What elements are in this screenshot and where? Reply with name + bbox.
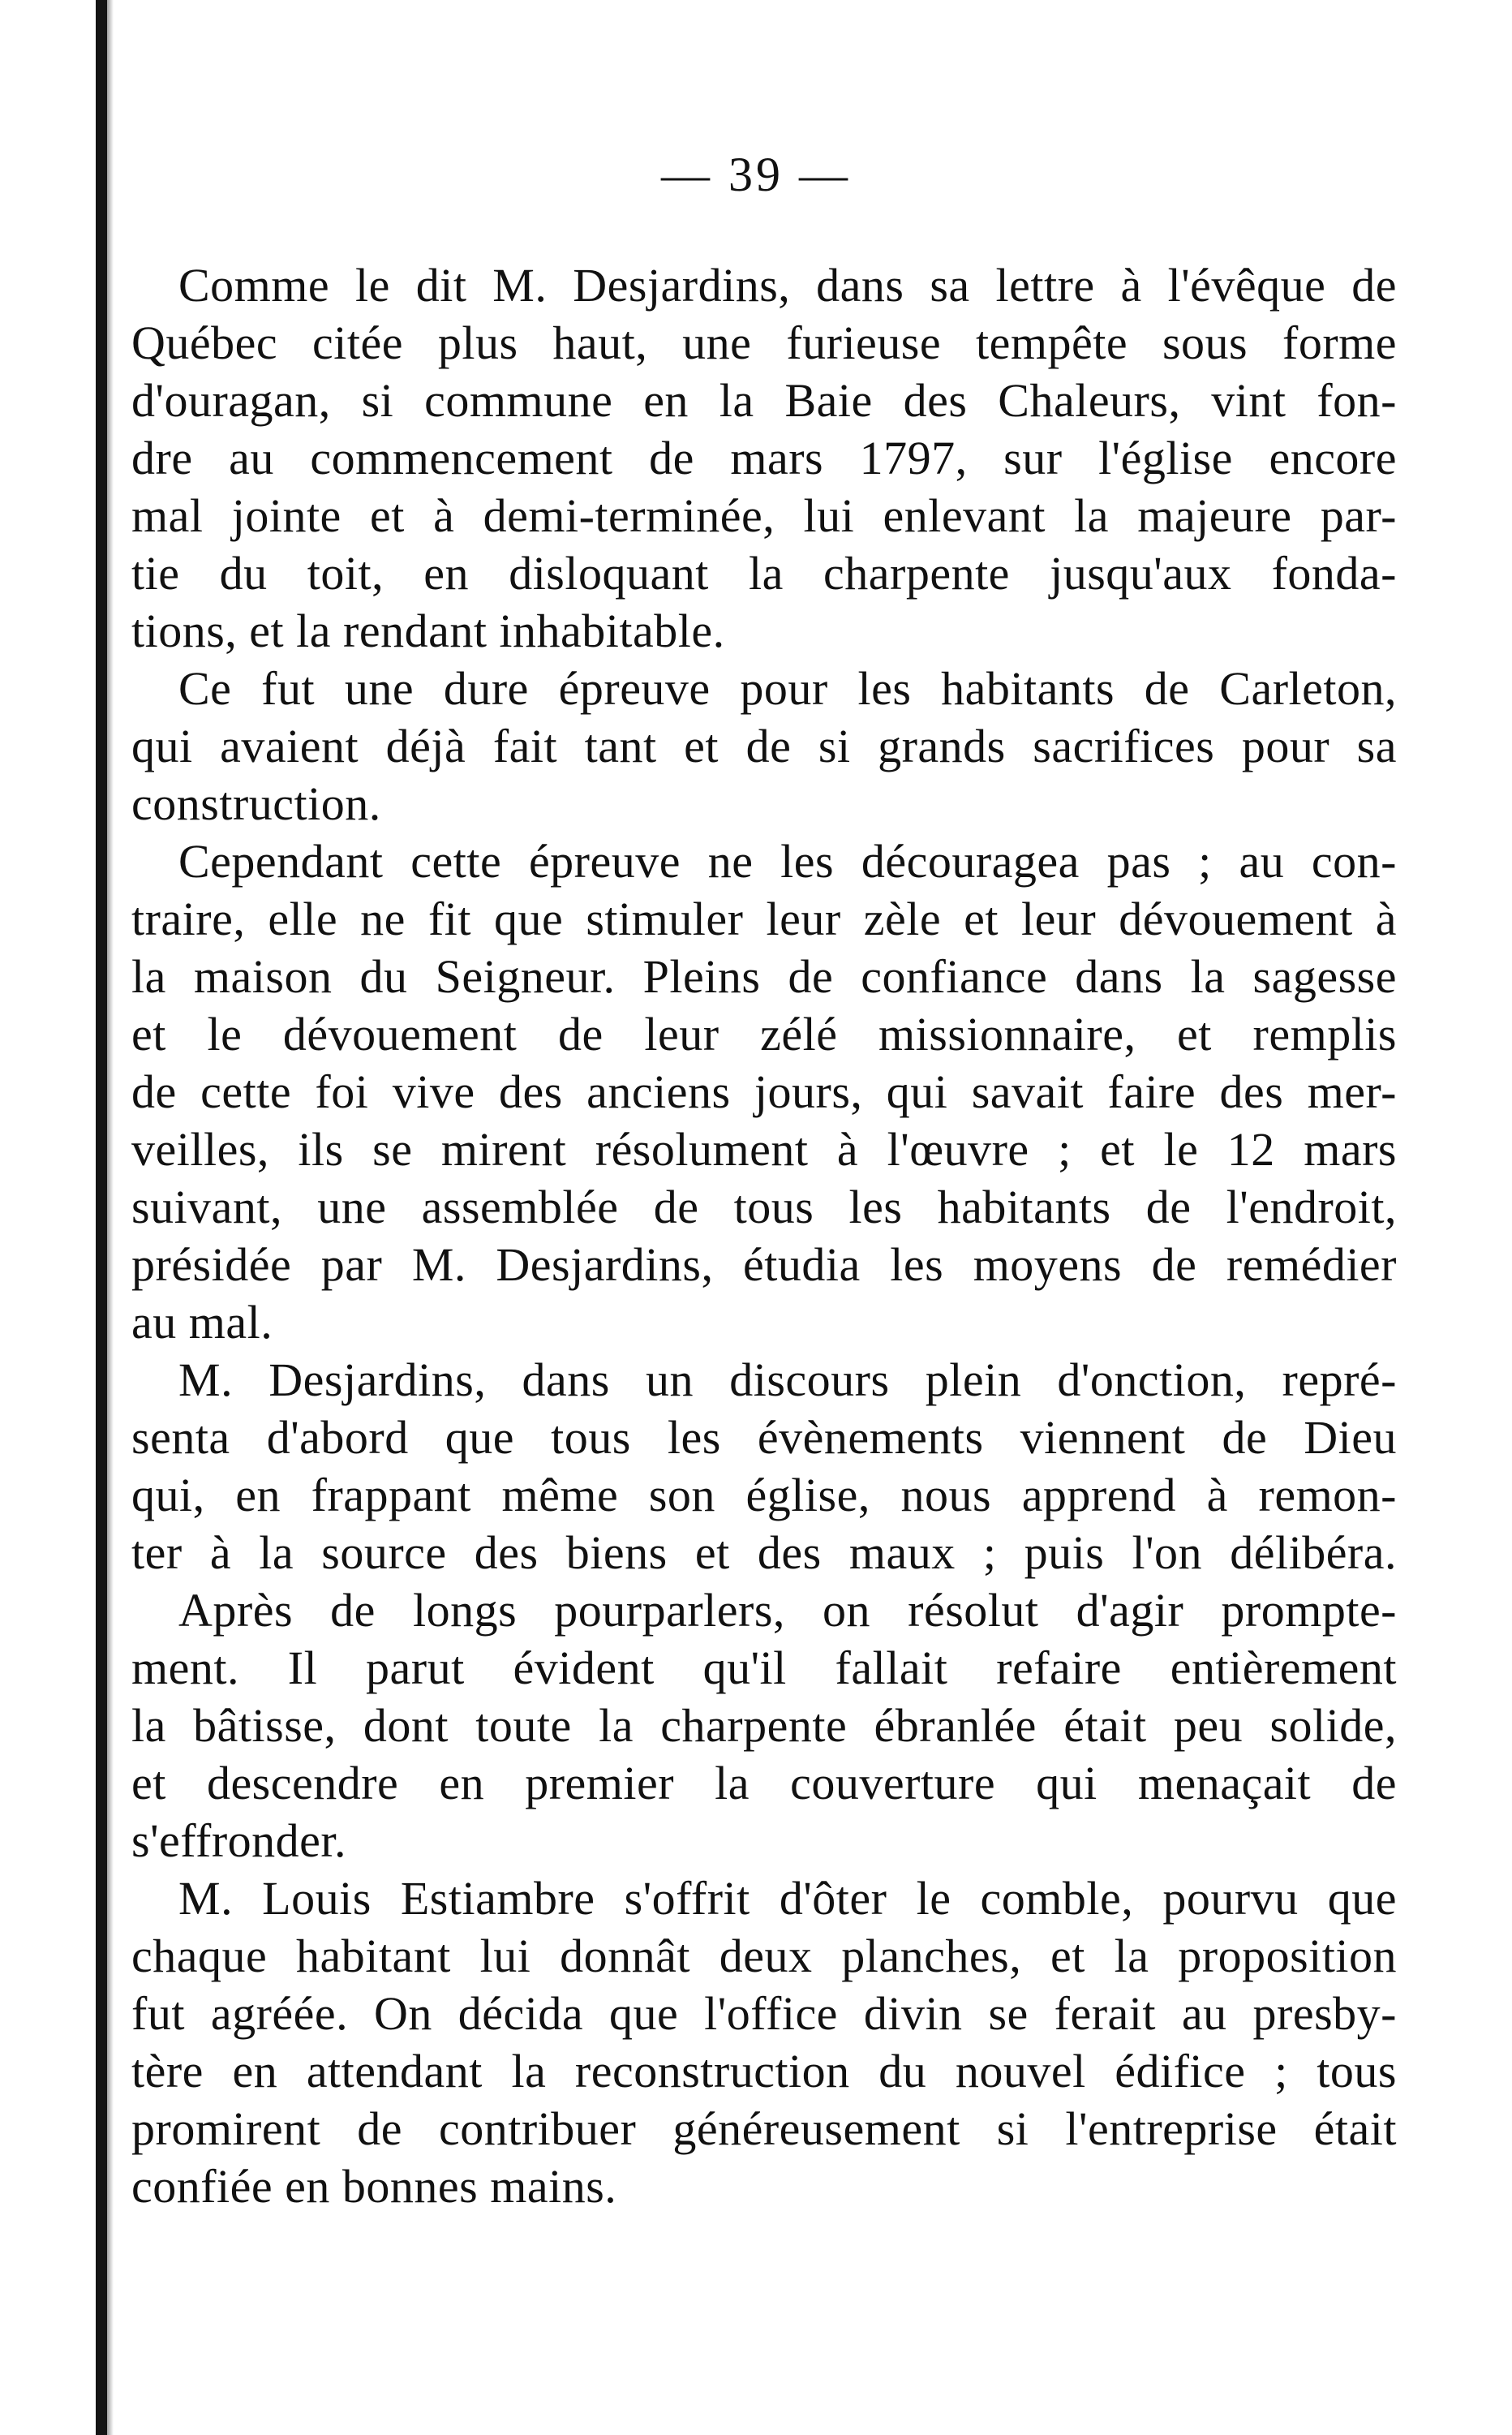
text-line: senta d'abord que tous les évènements viennent de Dieu bbox=[131, 1411, 1397, 1464]
text-line: la bâtisse, dont toute la charpente ébranlée était peu solide, bbox=[131, 1699, 1397, 1752]
text-line: au mal. bbox=[131, 1296, 273, 1349]
text-line: présidée par M. Desjardins, étudia les moyens de remédier bbox=[131, 1238, 1397, 1291]
text-line: fut agréée. On décida que l'office divin se ferait au presby- bbox=[131, 1987, 1397, 2040]
text-line: ment. Il parut évident qu'il fallait refaire entièrement bbox=[131, 1641, 1397, 1694]
text-line: M. Desjardins, dans un discours plein d'onction, repré- bbox=[178, 1353, 1397, 1406]
text-line: ter à la source des biens et des maux ; puis l'on délibéra. bbox=[131, 1526, 1397, 1579]
paragraph-6 bbox=[131, 1869, 1397, 2215]
text-line: construction. bbox=[131, 777, 381, 830]
text-line: s'effronder. bbox=[131, 1814, 347, 1867]
paragraph-1 bbox=[131, 256, 1397, 660]
text-line: de cette foi vive des anciens jours, qui savait faire des mer- bbox=[131, 1065, 1397, 1118]
paragraph-2 bbox=[131, 660, 1397, 832]
text-line: veilles, ils se mirent résolument à l'œuvre ; et le 12 mars bbox=[131, 1123, 1397, 1176]
text-line: qui avaient déjà fait tant et de si grands sacrifices pour sa bbox=[131, 720, 1397, 772]
text-line: M. Louis Estiambre s'offrit d'ôter le comble, pourvu que bbox=[178, 1872, 1397, 1925]
text-line: Québec citée plus haut, une furieuse tempête sous forme bbox=[131, 316, 1397, 369]
page-number: — 39 — bbox=[661, 148, 851, 201]
text-line: suivant, une assemblée de tous les habitants de l'endroit, bbox=[131, 1181, 1397, 1233]
text-line: promirent de contribuer généreusement si l'entreprise était bbox=[131, 2102, 1397, 2155]
text-line: traire, elle ne fit que stimuler leur zèle et leur dévouement à bbox=[131, 893, 1397, 945]
paragraph-5 bbox=[131, 1581, 1397, 1869]
binding-shadow bbox=[107, 0, 114, 2435]
paragraph-4 bbox=[131, 1351, 1397, 1581]
paragraph-3 bbox=[131, 832, 1397, 1351]
text-line: chaque habitant lui donnât deux planches, et la proposition bbox=[131, 1930, 1397, 1982]
text-line: et le dévouement de leur zélé missionnaire, et remplis bbox=[131, 1008, 1397, 1060]
body-text bbox=[131, 256, 1397, 2215]
text-line: tie du toit, en disloquant la charpente jusqu'aux fonda- bbox=[131, 547, 1397, 600]
text-line: confiée en bonnes mains. bbox=[131, 2160, 617, 2213]
text-line: Ce fut une dure épreuve pour les habitants de Carleton, bbox=[178, 662, 1397, 715]
text-line: dre au commencement de mars 1797, sur l'église encore bbox=[131, 432, 1397, 484]
text-line: Comme le dit M. Desjardins, dans sa lettre à l'évêque de bbox=[178, 259, 1397, 312]
text-line: d'ouragan, si commune en la Baie des Chaleurs, vint fon- bbox=[131, 374, 1397, 427]
binding-edge bbox=[96, 0, 107, 2435]
text-line: Cependant cette épreuve ne les découragea pas ; au con- bbox=[178, 835, 1397, 888]
text-line: tions, et la rendant inhabitable. bbox=[131, 604, 725, 657]
text-line: et descendre en premier la couverture qui menaçait de bbox=[131, 1757, 1397, 1809]
text-line: mal jointe et à demi-terminée, lui enlevant la majeure par- bbox=[131, 489, 1397, 542]
text-line: la maison du Seigneur. Pleins de confiance dans la sagesse bbox=[131, 950, 1397, 1003]
text-line: Après de longs pourparlers, on résolut d'agir promptе- bbox=[178, 1584, 1397, 1637]
text-line: tère en attendant la reconstruction du nouvel édifice ; tous bbox=[131, 2045, 1397, 2097]
text-line: qui, en frappant même son église, nous apprend à remon- bbox=[131, 1469, 1397, 1521]
